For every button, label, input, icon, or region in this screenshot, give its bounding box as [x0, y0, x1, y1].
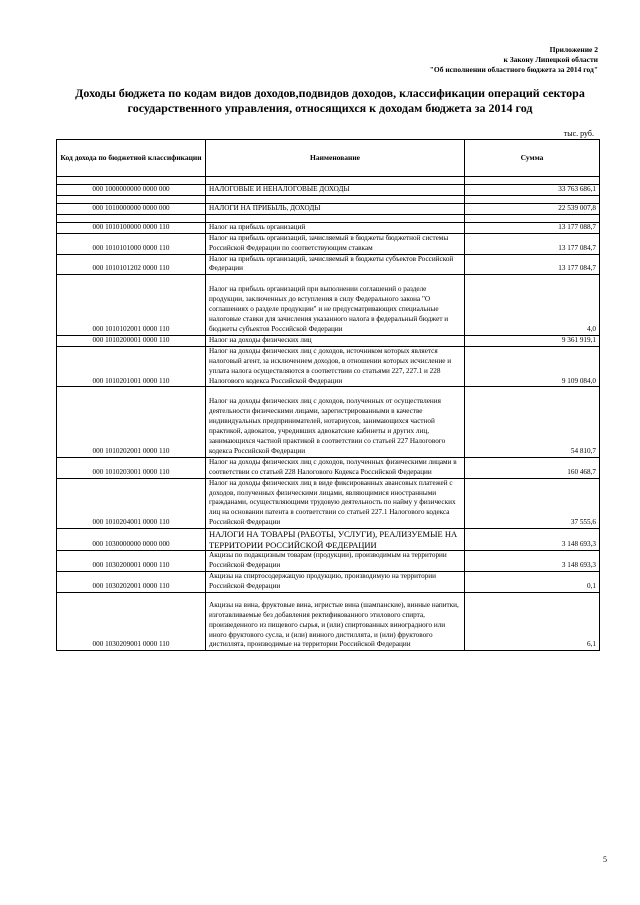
- table-row: [57, 572, 600, 593]
- row-sum: 37 555,6: [465, 478, 600, 529]
- row-name: Налог на доходы физических лиц в виде фиксированных авансовых платежей с доходов, полученных физическими лицами, являющимися иностранными гражданами, осуществляющими трудовую деятельность по найму у физических лиц на основании патента в соответствии со статьей 227.1 Налогового кодекса Российской Федерации: [206, 478, 465, 529]
- row-code: 000 1010101202 0000 110: [57, 254, 206, 275]
- page-number: 5: [603, 855, 607, 864]
- row-code: 000 1010203001 0000 110: [57, 457, 206, 478]
- row-name: Налог на доходы физических лиц с доходов, полученных физическими лицами в соответствии со статьей 228 Налогового Кодекса Российской Федерации: [206, 457, 465, 478]
- spacer-row: [57, 195, 600, 203]
- row-code: 000 1010201001 0000 110: [57, 346, 206, 387]
- income-table: [56, 139, 600, 651]
- table-row: [57, 457, 600, 478]
- row-name: НАЛОГИ НА ТОВАРЫ (РАБОТЫ, УСЛУГИ), РЕАЛИЗУЕМЫЕ НА ТЕРРИТОРИИ РОССИЙСКОЙ ФЕДЕРАЦИИ: [206, 529, 465, 551]
- row-code: 000 1000000000 0000 000: [57, 185, 206, 196]
- row-name: Налог на доходы физических лиц с доходов, полученных от осуществления деятельности физическими лицами, зарегистрированными в качестве индивидуальных предпринимателей, нотариусов, занимающихся частной практикой, адвокатов, учредивших адвокатские кабинеты и других лиц, занимающихся частной практикой в соответствии со статьей 227 Налогового кодекса Российской Федерации: [206, 387, 465, 457]
- row-code: 000 1030202001 0000 110: [57, 572, 206, 593]
- table-row: [57, 346, 600, 387]
- title-line: Доходы бюджета по кодам видов доходов,подвидов доходов, классификации операций сектора: [75, 86, 585, 100]
- table-row: [57, 335, 600, 346]
- row-name: Акцизы по подакцизным товарам (продукции), производимым на территории Российской Федерации: [206, 551, 465, 572]
- table-row: [57, 478, 600, 529]
- row-code: 000 1030000000 0000 000: [57, 529, 206, 551]
- row-code: 000 1010200001 0000 110: [57, 335, 206, 346]
- row-code: 000 1010102001 0000 110: [57, 275, 206, 336]
- row-name: НАЛОГИ НА ПРИБЫЛЬ, ДОХОДЫ: [206, 203, 465, 214]
- row-sum: 54 810,7: [465, 387, 600, 457]
- row-sum: 6,1: [465, 592, 600, 651]
- table-row: [57, 233, 600, 254]
- row-name: Налог на прибыль организаций при выполнении соглашений о разделе продукции, заключенных до вступления в силу Федерального закона "О соглашениях о разделе продукции" и не предусматривающих специальные налоговые ставки для зачисления указанного налога в федеральный бюджет и бюджеты субъектов Российской Федерации: [206, 275, 465, 336]
- appendix-note: [298, 45, 598, 75]
- row-code: 000 1010101000 0000 110: [57, 233, 206, 254]
- table-row: [57, 551, 600, 572]
- row-sum: 22 539 007,8: [465, 203, 600, 214]
- row-sum: 13 177 084,7: [465, 233, 600, 254]
- row-name: Налог на прибыль организаций, зачисляемый в бюджеты бюджетной системы Российской Федерации по соответствующим ставкам: [206, 233, 465, 254]
- row-sum: 4,0: [465, 275, 600, 336]
- table-row: [57, 203, 600, 214]
- row-sum: 9 109 084,0: [465, 346, 600, 387]
- row-sum: 3 148 693,3: [465, 551, 600, 572]
- appendix-line: "Об исполнении областного бюджета за 2014 год": [429, 65, 598, 74]
- table-row: [57, 275, 600, 336]
- table-header-row: [57, 140, 600, 177]
- title-line: государственного управления, относящихся к доходам бюджета за 2014 год: [127, 101, 533, 115]
- row-name: Налог на прибыль организаций, зачисляемый в бюджеты субъектов Российской Федерации: [206, 254, 465, 275]
- appendix-line: к Закону Липецкой области: [503, 55, 598, 64]
- table-row: [57, 592, 600, 651]
- row-code: 000 1010202001 0000 110: [57, 387, 206, 457]
- row-code: 000 1030200001 0000 110: [57, 551, 206, 572]
- row-name: Налог на доходы физических лиц: [206, 335, 465, 346]
- appendix-line: Приложение 2: [549, 45, 598, 54]
- row-name: Акцизы на вина, фруктовые вина, игристые вина (шампанские), винные напитки, изготавливаемые без добавления ректификованного этилового спирта, произведенного из пищевого сырья, и (или) спиртованных виноградного или иного фруктового сусла, и (или) винного дистиллята, и (или) фруктового дистиллята, производимые на территории Российской Федерации: [206, 592, 465, 651]
- row-code: 000 1030209001 0000 110: [57, 592, 206, 651]
- row-sum: 9 361 919,1: [465, 335, 600, 346]
- table-row: [57, 387, 600, 457]
- row-name: Акцизы на спиртосодержащую продукцию, производимую на территории Российской Федерации: [206, 572, 465, 593]
- row-name: Налог на доходы физических лиц с доходов, источником которых является налоговый агент, за исключением доходов, в отношении которых исчисление и уплата налога осуществляются в соответствии со статьями 227, 227.1 и 228 Налогового кодекса Российской Федерации: [206, 346, 465, 387]
- row-code: 000 1010000000 0000 000: [57, 203, 206, 214]
- sum-column-header: Сумма: [465, 140, 600, 177]
- table-row: [57, 254, 600, 275]
- row-sum: 13 177 084,7: [465, 254, 600, 275]
- row-sum: 33 763 686,1: [465, 185, 600, 196]
- row-sum: 0,1: [465, 572, 600, 593]
- row-sum: 3 148 693,3: [465, 529, 600, 551]
- document-title: [60, 86, 600, 116]
- row-name: Налог на прибыль организаций: [206, 222, 465, 233]
- table-row: [57, 529, 600, 551]
- row-name: НАЛОГОВЫЕ И НЕНАЛОГОВЫЕ ДОХОДЫ: [206, 185, 465, 196]
- row-code: 000 1010204001 0000 110: [57, 478, 206, 529]
- row-sum: 13 177 088,7: [465, 222, 600, 233]
- spacer-row: [57, 177, 600, 185]
- table-row: [57, 222, 600, 233]
- code-column-header: Код дохода по бюджетной классификации: [57, 140, 206, 177]
- row-sum: 160 468,7: [465, 457, 600, 478]
- table-row: [57, 185, 600, 196]
- name-column-header: Наименование: [206, 140, 465, 177]
- units-label: тыс. руб.: [563, 129, 594, 138]
- row-code: 000 1010100000 0000 110: [57, 222, 206, 233]
- spacer-row: [57, 214, 600, 222]
